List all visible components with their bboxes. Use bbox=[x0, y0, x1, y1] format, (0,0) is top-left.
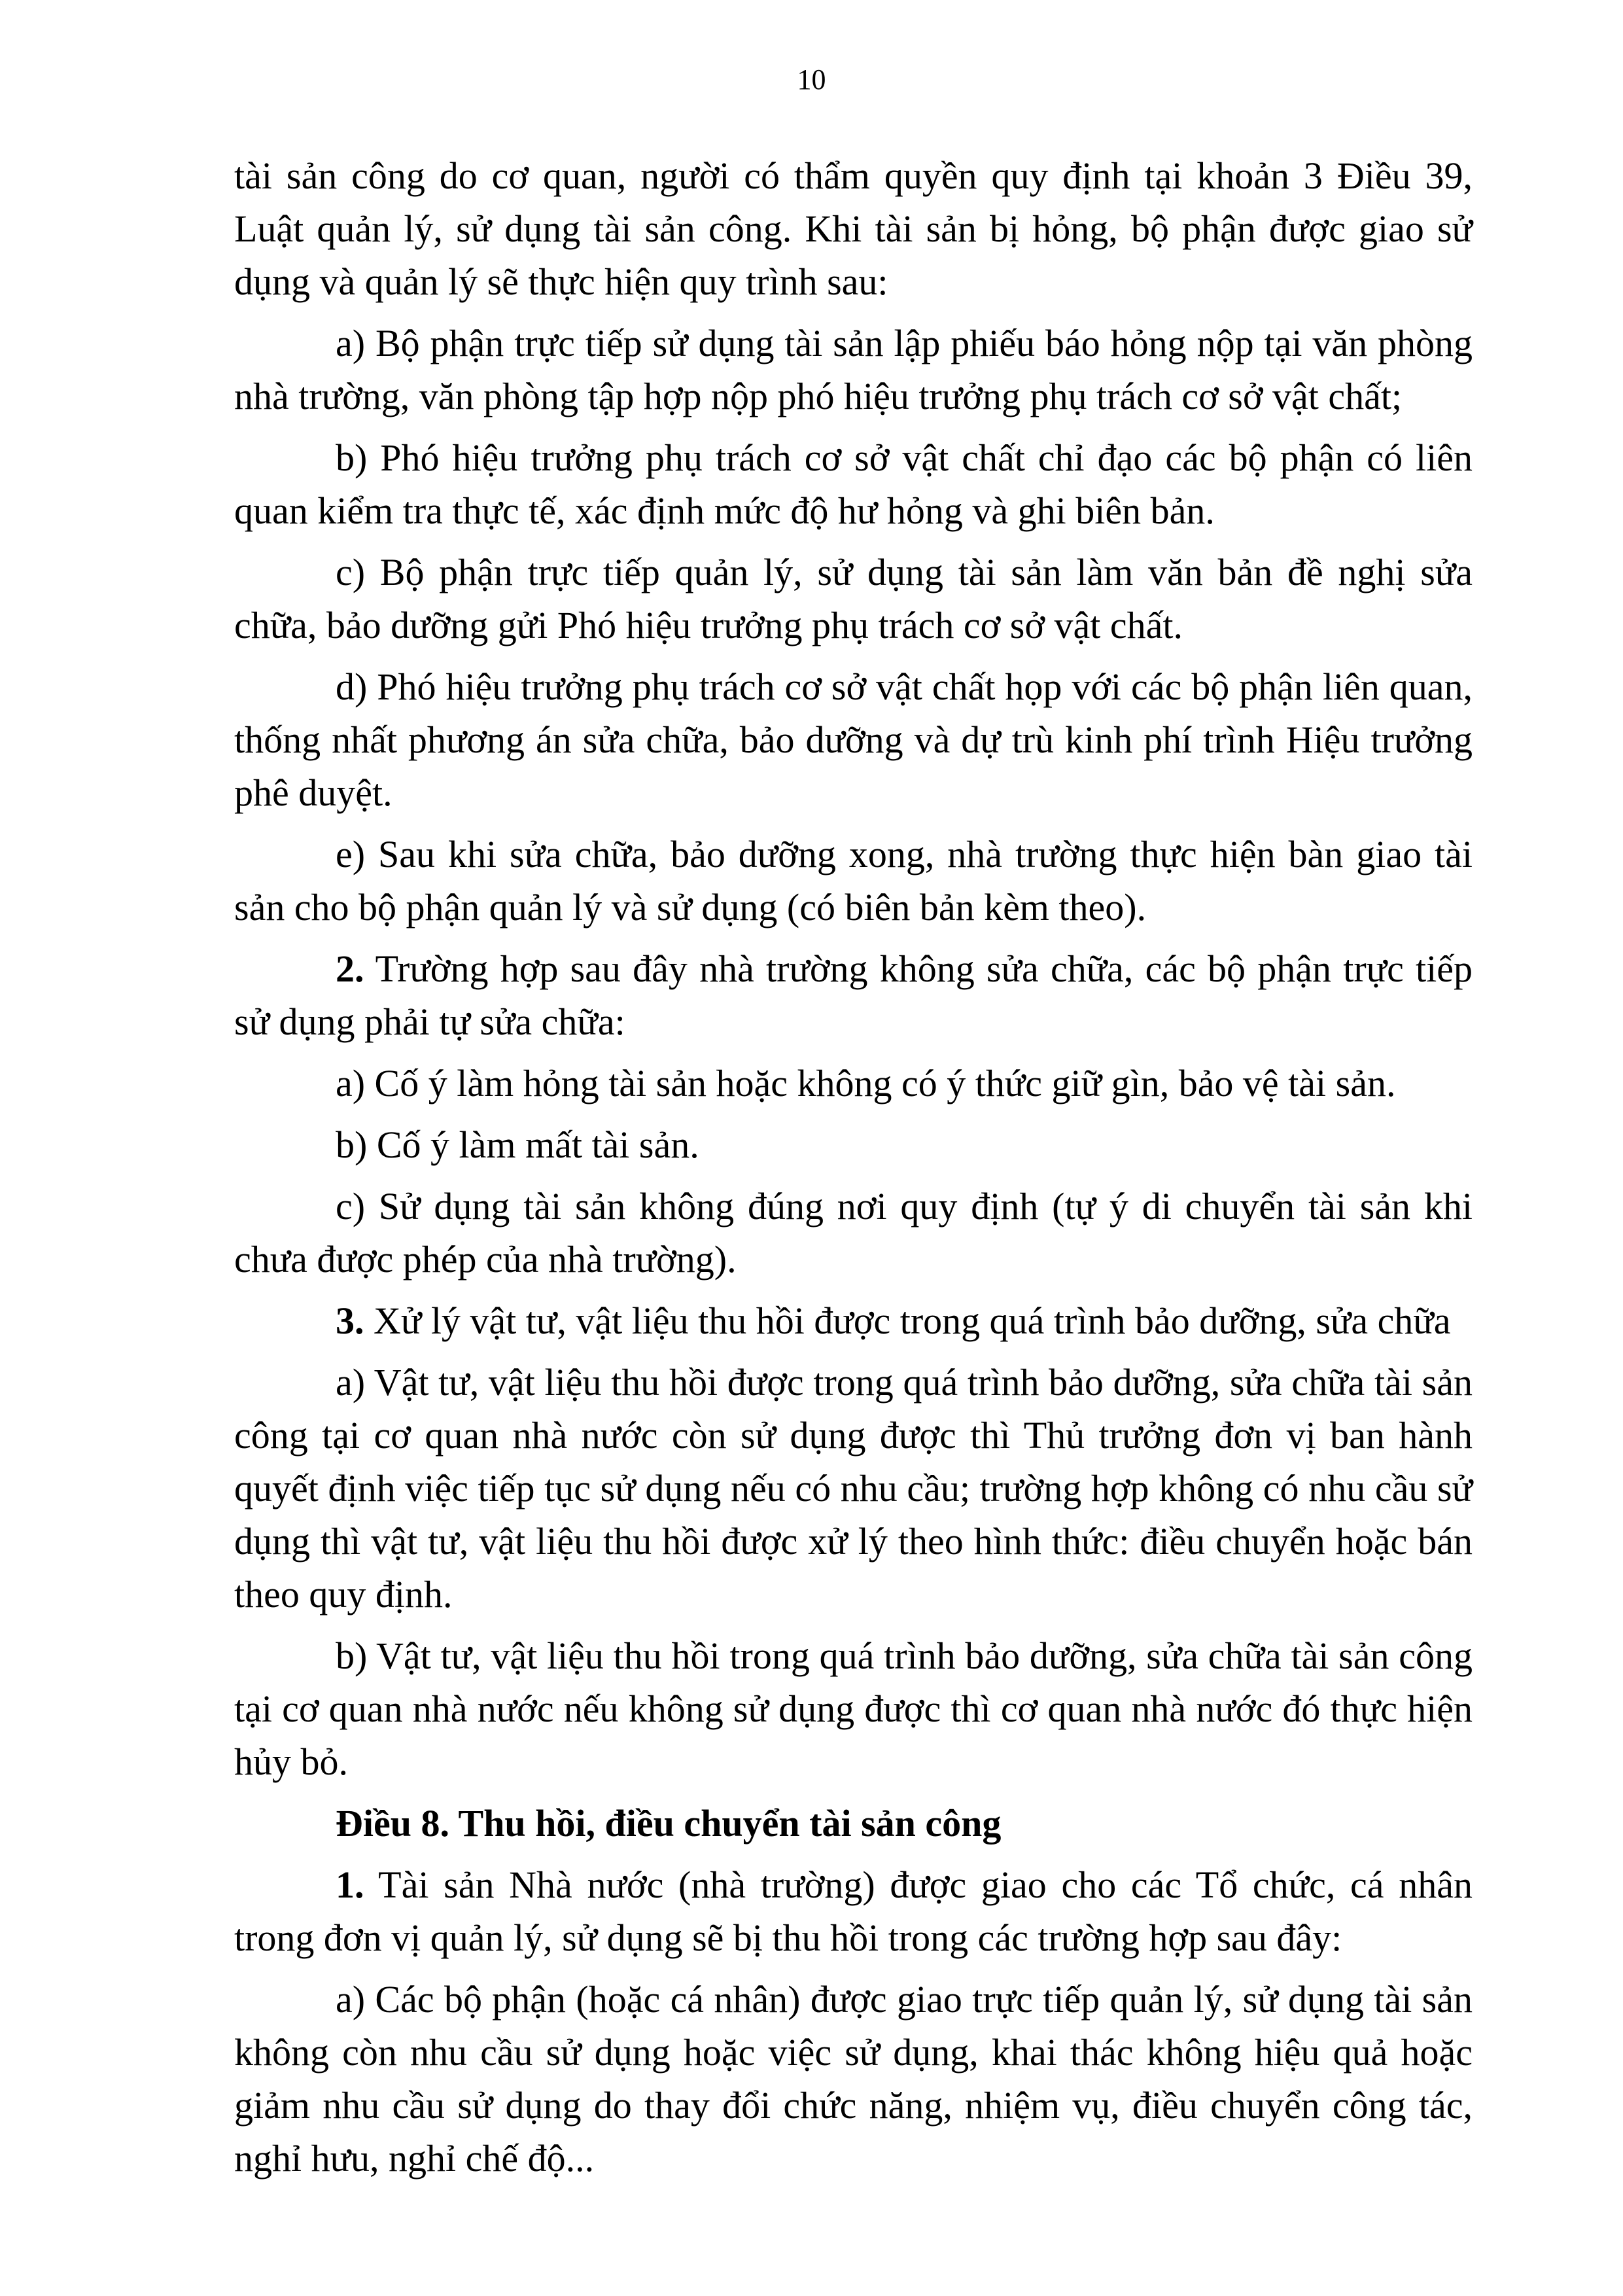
paragraph-item-a: a) Các bộ phận (hoặc cá nhân) được giao trực tiếp quản lý, sử dụng tài sản không còn nhu cầu sử dụng hoặc việc sử dụng, khai thác không hiệu quả hoặc giảm nhu cầu sử dụng do thay đổi chức năng, nhiệm vụ, điều chuyển công tác, nghỉ hưu, nghỉ chế độ... bbox=[234, 1978, 1473, 2180]
clause-text: Tài sản Nhà nước (nhà trường) được giao cho các Tổ chức, cá nhân trong đơn vị quản lý, sử dụng sẽ bị thu hồi trong các trường hợp sau đây: bbox=[234, 1863, 1473, 1959]
paragraph-item-a: a) Vật tư, vật liệu thu hồi được trong quá trình bảo dưỡng, sửa chữa tài sản công tại cơ quan nhà nước còn sử dụng được thì Thủ trưởng đơn vị ban hành quyết định việc tiếp tục sử dụng nếu có nhu cầu; trường hợp không có nhu cầu sử dụng thì vật tư, vật liệu thu hồi được xử lý theo hình thức: điều chuyển hoặc bán theo quy định. bbox=[234, 1361, 1473, 1616]
paragraph-item-d: d) Phó hiệu trưởng phụ trách cơ sở vật chất họp với các bộ phận liên quan, thống nhất phương án sửa chữa, bảo dưỡng và dự trù kinh phí trình Hiệu trưởng phê duyệt. bbox=[234, 665, 1473, 814]
clause-text: Xử lý vật tư, vật liệu thu hồi được trong quá trình bảo dưỡng, sửa chữa bbox=[364, 1299, 1451, 1342]
document-body bbox=[234, 149, 1473, 2193]
clause-number: 1. bbox=[336, 1863, 364, 1906]
paragraph-item-c: c) Bộ phận trực tiếp quản lý, sử dụng tài sản làm văn bản đề nghị sửa chữa, bảo dưỡng gửi Phó hiệu trưởng phụ trách cơ sở vật chất. bbox=[234, 551, 1473, 646]
article-heading: Điều 8. Thu hồi, điều chuyển tài sản công bbox=[336, 1802, 1002, 1845]
clause-number: 3. bbox=[336, 1299, 364, 1342]
clause-text: Trường hợp sau đây nhà trường không sửa chữa, các bộ phận trực tiếp sử dụng phải tự sửa chữa: bbox=[234, 947, 1473, 1043]
clause-3 bbox=[234, 1294, 1473, 1347]
paragraph-item-b: b) Phó hiệu trưởng phụ trách cơ sở vật chất chỉ đạo các bộ phận có liên quan kiểm tra thực tế, xác định mức độ hư hỏng và ghi biên bản. bbox=[234, 436, 1473, 532]
paragraph-item-b: b) Cố ý làm mất tài sản. bbox=[336, 1123, 699, 1166]
clause-number: 2. bbox=[336, 947, 364, 990]
paragraph-item-e: e) Sau khi sửa chữa, bảo dưỡng xong, nhà trường thực hiện bàn giao tài sản cho bộ phận quản lý và sử dụng (có biên bản kèm theo). bbox=[234, 833, 1473, 928]
clause-2 bbox=[234, 942, 1473, 1048]
clause-1 bbox=[234, 1858, 1473, 1964]
paragraph-item-b: b) Vật tư, vật liệu thu hồi trong quá trình bảo dưỡng, sửa chữa tài sản công tại cơ quan nhà nước nếu không sử dụng được thì cơ quan nhà nước đó thực hiện hủy bỏ. bbox=[234, 1634, 1473, 1783]
paragraph-item-a: a) Cố ý làm hỏng tài sản hoặc không có ý thức giữ gìn, bảo vệ tài sản. bbox=[336, 1062, 1396, 1104]
paragraph-item-c: c) Sử dụng tài sản không đúng nơi quy định (tự ý di chuyển tài sản khi chưa được phép của nhà trường). bbox=[234, 1185, 1473, 1280]
page-number: 10 bbox=[797, 63, 826, 96]
paragraph-item-a: a) Bộ phận trực tiếp sử dụng tài sản lập phiếu báo hỏng nộp tại văn phòng nhà trường, văn phòng tập hợp nộp phó hiệu trưởng phụ trách cơ sở vật chất; bbox=[234, 322, 1473, 417]
paragraph-continuation: tài sản công do cơ quan, người có thẩm quyền quy định tại khoản 3 Điều 39, Luật quản lý, sử dụng tài sản công. Khi tài sản bị hỏng, bộ phận được giao sử dụng và quản lý sẽ thực hiện quy trình sau: bbox=[234, 154, 1473, 303]
